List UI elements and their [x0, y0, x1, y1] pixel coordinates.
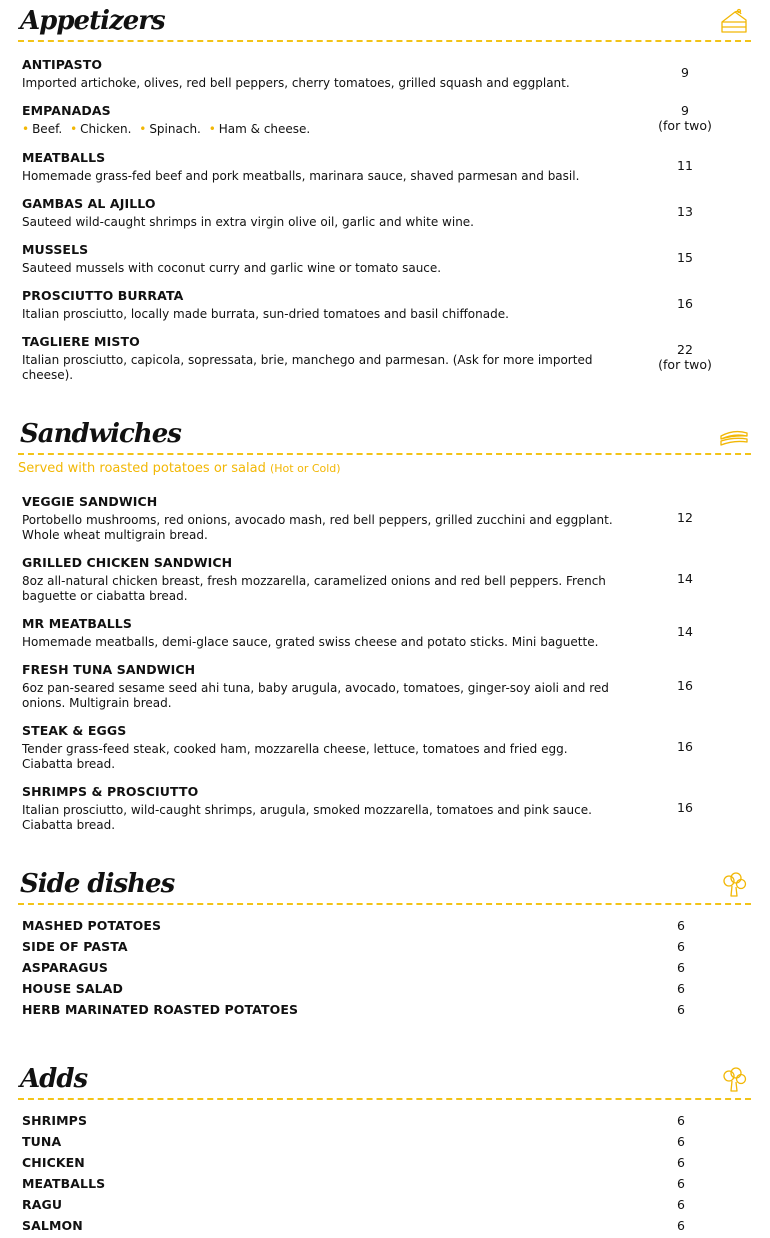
menu-item	[18, 1131, 751, 1152]
item-name: STEAK & EGGS	[22, 723, 127, 738]
item-price: 6	[677, 1176, 685, 1191]
adds-section	[18, 1058, 751, 1236]
item-name: SALMON	[22, 1218, 83, 1233]
item-description: Imported artichoke, olives, red bell peppers, cherry tomatoes, grilled squash and eggplant.	[22, 76, 570, 90]
item-price: 6	[677, 1002, 685, 1017]
menu-item	[18, 288, 755, 322]
item-price: 6	[677, 1155, 685, 1170]
menu-item	[18, 978, 751, 999]
item-name: GRILLED CHICKEN SANDWICH	[22, 555, 233, 570]
item-description: Sauteed wild-caught shrimps in extra virgin olive oil, garlic and white wine.	[22, 215, 474, 229]
menu-item	[18, 494, 755, 543]
menu-item	[18, 103, 755, 137]
item-name: SHRIMPS	[22, 1113, 88, 1128]
price-note: (for two)	[658, 118, 712, 133]
menu-item	[18, 196, 755, 230]
item-name: ANTIPASTO	[22, 57, 103, 72]
menu-item	[18, 1173, 751, 1194]
section-subtitle: Served with roasted potatoes or salad (Hot or Cold)	[18, 461, 341, 476]
item-name: ASPARAGUS	[22, 960, 108, 975]
item-price: 6	[677, 981, 685, 996]
section-subtitle-note: (Hot or Cold)	[269, 462, 341, 475]
sandwiches-header	[18, 413, 751, 455]
item-price: 6	[677, 1134, 685, 1149]
item-price: 16	[677, 800, 693, 815]
item-name: SIDE OF PASTA	[22, 939, 128, 954]
item-bullets	[22, 122, 622, 137]
price-value: 22	[677, 342, 693, 357]
item-description: Italian prosciutto, locally made burrata, sun-dried tomatoes and basil chiffonade.	[22, 307, 509, 321]
item-description: Italian prosciutto, capicola, sopressata, brie, manchego and parmesan. (Ask for more imported cheese).	[22, 353, 593, 382]
item-price	[645, 103, 725, 133]
item-name: CHICKEN	[22, 1155, 85, 1170]
item-name: HERB MARINATED ROASTED POTATOES	[22, 1002, 299, 1017]
price-note: (for two)	[658, 357, 712, 372]
item-description: 8oz all-natural chicken breast, fresh mozzarella, caramelized onions and red bell peppers. French baguette or ciabatta bread.	[22, 574, 606, 603]
item-description: Sauteed mussels with coconut curry and garlic wine or tomato sauce.	[22, 261, 442, 275]
item-name: TAGLIERE MISTO	[22, 334, 140, 349]
appetizers-section	[18, 0, 751, 382]
cake-slice-icon	[719, 8, 749, 36]
section-title: Appetizers	[20, 6, 165, 36]
item-price: 9	[681, 65, 689, 80]
menu-item	[18, 242, 755, 276]
item-description: Portobello mushrooms, red onions, avocado mash, red bell peppers, grilled zucchini and eggplant. Whole wheat multigrain bread.	[22, 513, 613, 542]
item-name: HOUSE SALAD	[22, 981, 123, 996]
menu-item	[18, 150, 755, 184]
menu-item	[18, 57, 755, 91]
item-name: MR MEATBALLS	[22, 616, 132, 631]
item-price: 14	[677, 571, 693, 586]
appetizers-header	[18, 0, 751, 42]
item-description: 6oz pan-seared sesame seed ahi tuna, baby arugula, avocado, tomatoes, ginger-soy aioli and red onions. Multigrain bread.	[22, 681, 609, 710]
bullet-item: • Beef.	[22, 122, 63, 136]
menu-item	[18, 1110, 751, 1131]
item-name: VEGGIE SANDWICH	[22, 494, 158, 509]
menu-item	[18, 957, 751, 978]
item-name: RAGU	[22, 1197, 63, 1212]
bullet-icon: •	[208, 122, 216, 136]
item-price: 6	[677, 960, 685, 975]
bullet-item: • Chicken.	[70, 122, 132, 136]
item-name: TUNA	[22, 1134, 62, 1149]
item-price: 6	[677, 1113, 685, 1128]
item-price: 12	[677, 510, 693, 525]
item-name: GAMBAS AL AJILLO	[22, 196, 156, 211]
item-price: 13	[677, 204, 693, 219]
item-price: 16	[677, 739, 693, 754]
menu-item	[18, 1152, 751, 1173]
item-price: 6	[677, 918, 685, 933]
menu-item	[18, 662, 755, 711]
item-description: Tender grass-feed steak, cooked ham, mozzarella cheese, lettuce, tomatoes and fried egg. Ciabatta bread.	[22, 742, 568, 771]
item-price	[645, 342, 725, 372]
menu-item	[18, 555, 755, 604]
item-price: 11	[677, 158, 693, 173]
item-name: MASHED POTATOES	[22, 918, 162, 933]
item-name: FRESH TUNA SANDWICH	[22, 662, 196, 677]
section-title: Side dishes	[20, 869, 175, 899]
adds-header	[18, 1058, 751, 1100]
item-price: 16	[677, 678, 693, 693]
menu-item	[18, 334, 755, 383]
side-dishes-header	[18, 863, 751, 905]
item-price: 6	[677, 939, 685, 954]
section-title: Sandwiches	[20, 419, 181, 449]
menu-item	[18, 915, 751, 936]
bullet-icon: •	[70, 122, 78, 136]
item-name: MEATBALLS	[22, 1176, 106, 1191]
sandwich-icon	[719, 421, 749, 449]
bullet-icon: •	[139, 122, 147, 136]
menu-item	[18, 723, 755, 772]
menu-item	[18, 784, 755, 833]
bullet-icon: •	[22, 122, 30, 136]
item-name: SHRIMPS & PROSCIUTTO	[22, 784, 199, 799]
menu-item	[18, 616, 755, 650]
item-price: 14	[677, 624, 693, 639]
item-price: 6	[677, 1218, 685, 1233]
item-name: EMPANADAS	[22, 103, 111, 118]
bullet-item: • Ham & cheese.	[208, 122, 311, 136]
menu-item	[18, 1215, 751, 1236]
broccoli-icon	[719, 1066, 749, 1094]
menu-item	[18, 999, 751, 1020]
item-price: 6	[677, 1197, 685, 1212]
price-value: 9	[681, 103, 689, 118]
side-dishes-section	[18, 863, 751, 1020]
menu-item	[18, 1194, 751, 1215]
broccoli-icon	[719, 871, 749, 899]
section-title: Adds	[20, 1064, 88, 1094]
item-name: MEATBALLS	[22, 150, 106, 165]
item-price: 15	[677, 250, 693, 265]
item-price: 16	[677, 296, 693, 311]
item-description: Italian prosciutto, wild-caught shrimps, arugula, smoked mozzarella, tomatoes and pink sauce. Ciabatta bread.	[22, 803, 592, 832]
item-name: PROSCIUTTO BURRATA	[22, 288, 184, 303]
item-name: MUSSELS	[22, 242, 89, 257]
item-description: Homemade meatballs, demi-glace sauce, grated swiss cheese and potato sticks. Mini baguette.	[22, 635, 599, 649]
sandwiches-section	[18, 413, 751, 832]
item-description: Homemade grass-fed beef and pork meatballs, marinara sauce, shaved parmesan and basil.	[22, 169, 580, 183]
menu-item	[18, 936, 751, 957]
bullet-item: • Spinach.	[139, 122, 201, 136]
